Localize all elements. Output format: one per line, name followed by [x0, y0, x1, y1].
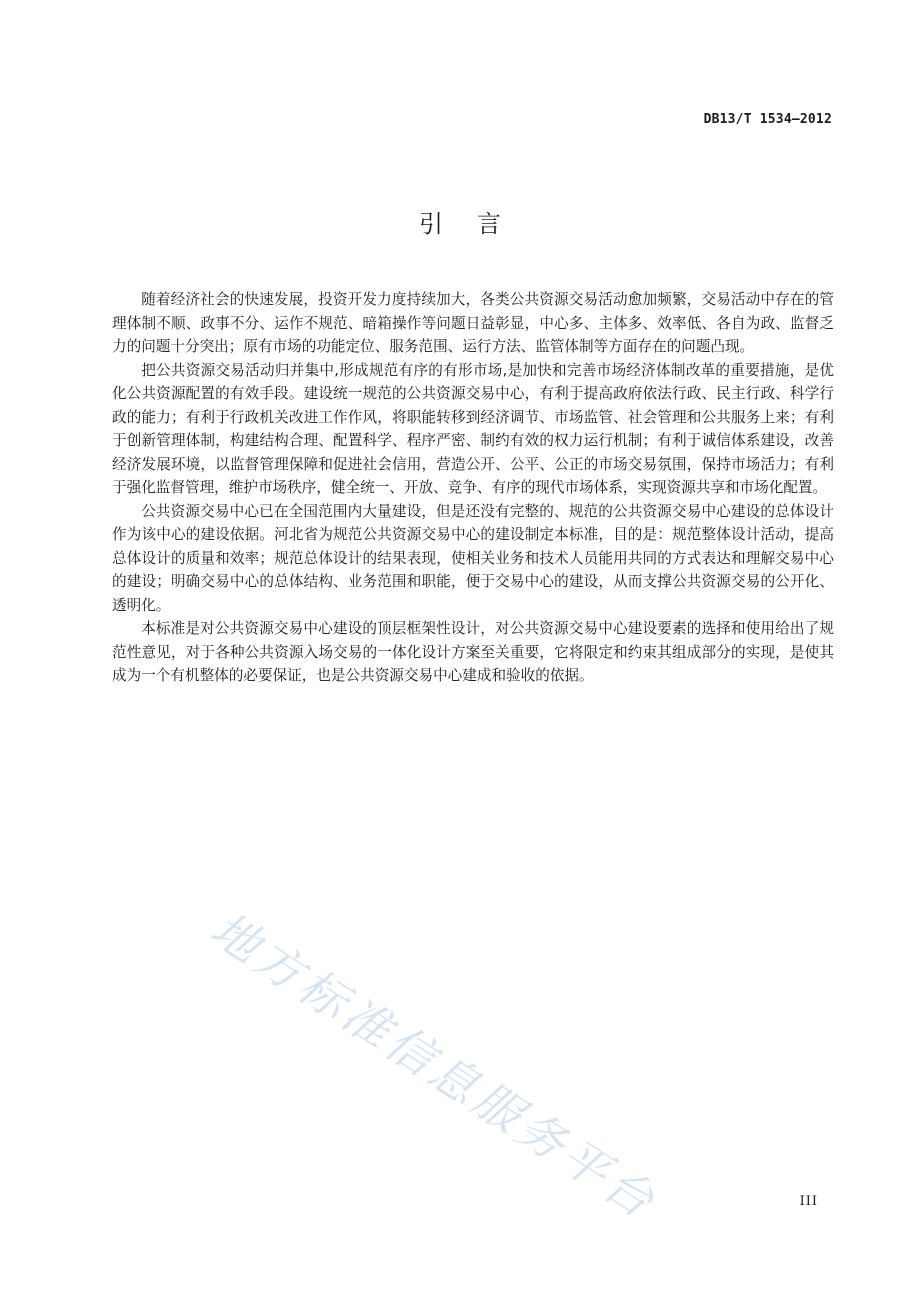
page-number: III — [799, 1194, 818, 1209]
standard-code: DB13/T 1534—2012 — [703, 112, 832, 127]
paragraph-1: 随着经济社会的快速发展，投资开发力度持续加大，各类公共资源交易活动愈加频繁，交易活动中存在的管理体制不顺、政事不分、运作不规范、暗箱操作等问题日益彰显，中心多、主体多、效率低、各自为政、监督乏力的问题十分突出；原有市场的功能定位、服务范围、运行方法、监管体制等方面存在的问题凸现。 — [112, 291, 834, 355]
paragraph-4: 本标准是对公共资源交易中心建设的顶层框架性设计，对公共资源交易中心建设要素的选择和使用给出了规范性意见，对于各种公共资源入场交易的一体化设计方案至关重要，它将限定和约束其组成部分的实现，是使其成为一个有机整体的必要保证，也是公共资源交易中心建成和验收的依据。 — [112, 620, 834, 684]
body-text — [112, 288, 834, 688]
page-title: 引言 — [419, 210, 535, 238]
paragraph-2: 把公共资源交易活动归并集中,形成规范有序的有形市场,是加快和完善市场经济体制改革的重要措施，是优化公共资源配置的有效手段。建设统一规范的公共资源交易中心，有利于提高政府依法行政、民主行政、科学行政的能力；有利于行政机关改进工作作风，将职能转移到经济调节、市场监管、社会管理和公共服务上来；有利于创新管理体制，构建结构合理、配置科学、程序严密、制约有效的权力运行机制；有利于诚信体系建设，改善经济发展环境，以监督管理保障和促进社会信用，营造公开、公平、公正的市场交易氛围，保持市场活力；有利于强化监督管理，维护市场秩序，健全统一、开放、竞争、有序的现代市场体系，实现资源共享和市场化配置。 — [112, 361, 834, 496]
watermark: 地方标准信息服务平台 — [200, 901, 667, 1232]
paragraph-3: 公共资源交易中心已在全国范围内大量建设，但是还没有完整的、规范的公共资源交易中心建设的总体设计作为该中心的建设依据。河北省为规范公共资源交易中心的建设制定本标准，目的是：规范整体设计活动，提高总体设计的质量和效率；规范总体设计的结果表现，使相关业务和技术人员能用共同的方式表达和理解交易中心的建设；明确交易中心的总体结构、业务范围和职能，便于交易中心的建设，从而支撑公共资源交易的公开化、透明化。 — [112, 502, 834, 614]
